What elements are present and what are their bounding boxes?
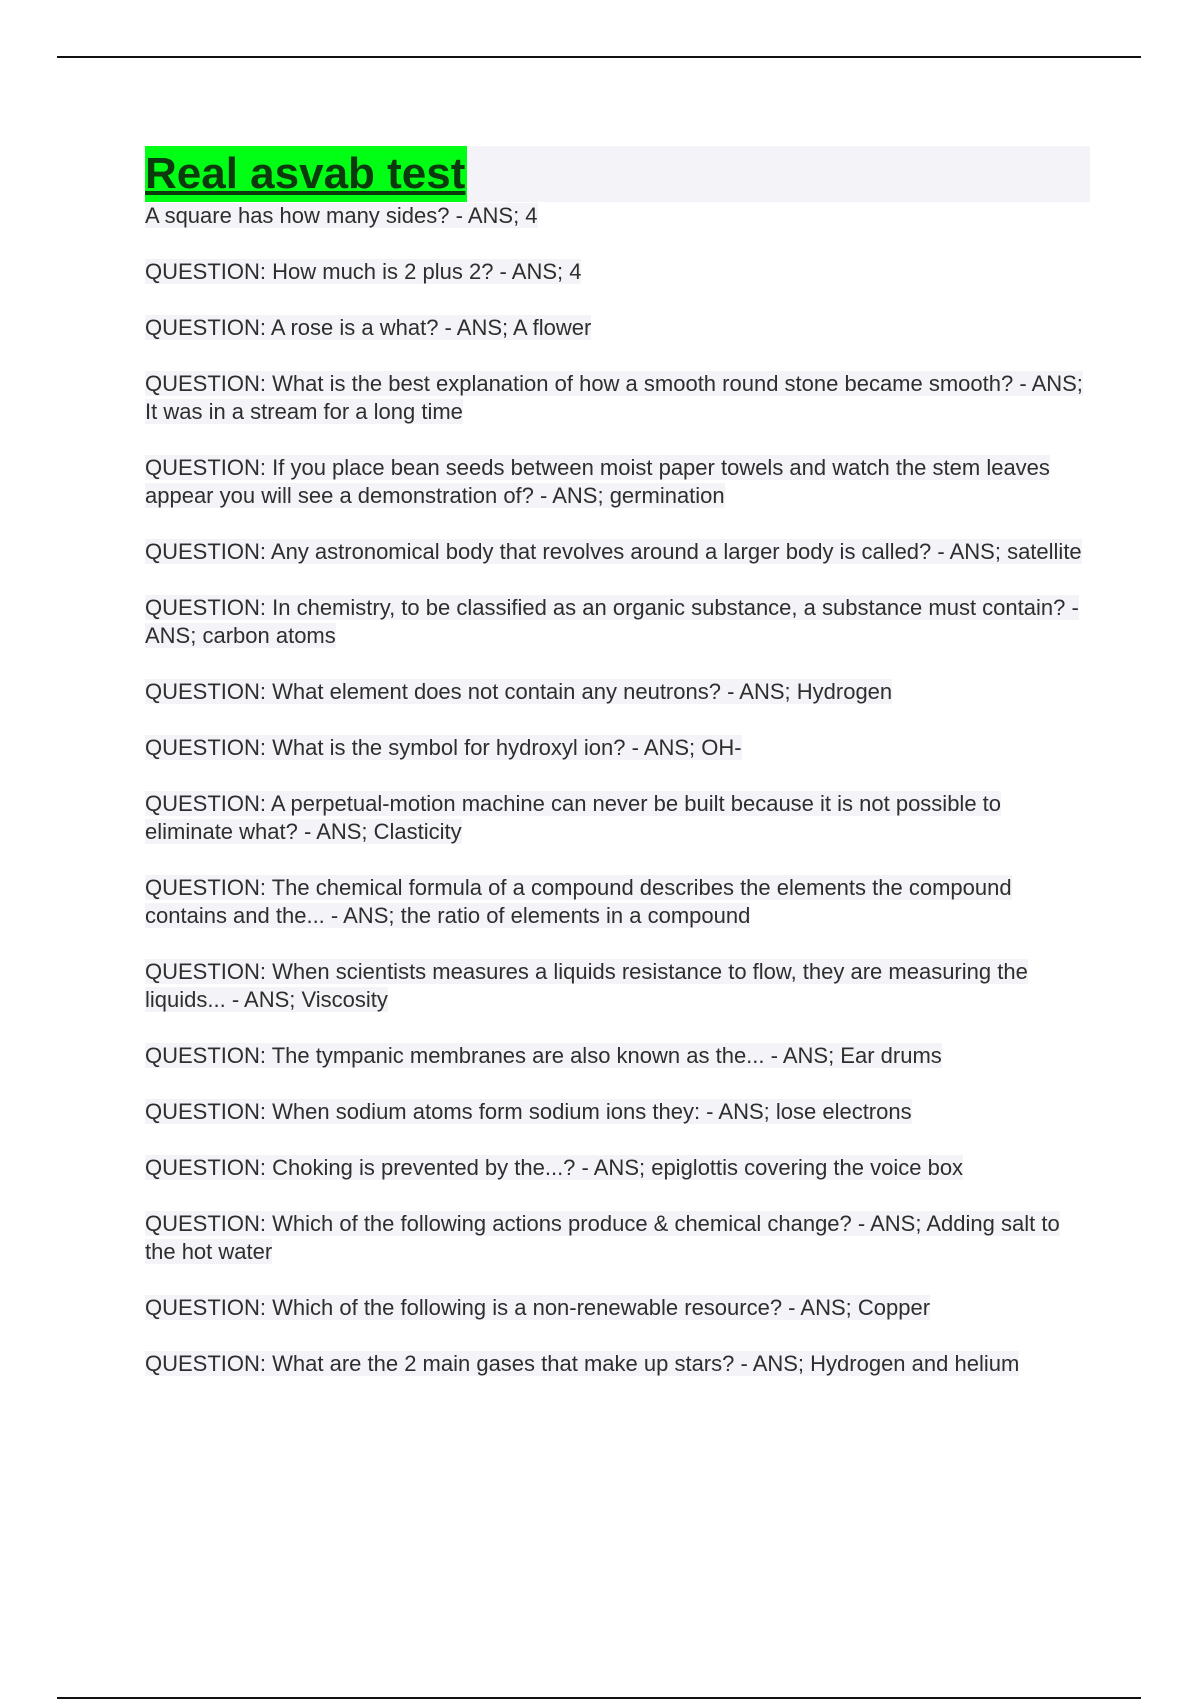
qa-text: QUESTION: In chemistry, to be classified as an organic substance, a substance must contain? - ANS; carbon atoms (145, 595, 1079, 648)
qa-item (145, 594, 1090, 650)
qa-text: QUESTION: If you place bean seeds between moist paper towels and watch the stem leaves appear you will see a demonstration of? - ANS; germination (145, 455, 1050, 508)
qa-item (145, 958, 1090, 1014)
page-title: Real asvab test (145, 146, 467, 202)
qa-item (145, 1350, 1090, 1378)
qa-item (145, 538, 1090, 566)
qa-item (145, 370, 1090, 426)
qa-text: QUESTION: Choking is prevented by the...? - ANS; epiglottis covering the voice box (145, 1155, 964, 1180)
qa-text: QUESTION: A rose is a what? - ANS; A flower (145, 315, 592, 340)
qa-item (145, 1042, 1090, 1070)
qa-text: QUESTION: What is the best explanation of how a smooth round stone became smooth? - ANS; It was in a stream for a long time (145, 371, 1083, 424)
qa-item (145, 874, 1090, 930)
qa-item (145, 790, 1090, 846)
qa-item (145, 678, 1090, 706)
qa-text: QUESTION: Which of the following is a non-renewable resource? - ANS; Copper (145, 1295, 931, 1320)
qa-item (145, 1098, 1090, 1126)
qa-text: QUESTION: The tympanic membranes are also known as the... - ANS; Ear drums (145, 1043, 942, 1068)
qa-item (145, 1154, 1090, 1182)
footer-rule (57, 1697, 1141, 1699)
qa-text: QUESTION: Any astronomical body that revolves around a larger body is called? - ANS; satellite (145, 539, 1082, 564)
qa-text: QUESTION: A perpetual-motion machine can never be built because it is not possible to eliminate what? - ANS; Clasticity (145, 791, 1002, 844)
qa-text: QUESTION: What is the symbol for hydroxyl ion? - ANS; OH- (145, 735, 742, 760)
qa-text: A square has how many sides? - ANS; 4 (145, 203, 538, 228)
header-rule (57, 56, 1141, 58)
qa-text: QUESTION: What are the 2 main gases that make up stars? - ANS; Hydrogen and helium (145, 1351, 1020, 1376)
qa-text: QUESTION: The chemical formula of a compound describes the elements the compound contains and the... - ANS; the ratio of elements in a compound (145, 875, 1012, 928)
document-body (145, 146, 1090, 1378)
qa-text: QUESTION: Which of the following actions produce & chemical change? - ANS; Adding salt to the hot water (145, 1211, 1060, 1264)
qa-item (145, 1210, 1090, 1266)
qa-item (145, 202, 1090, 230)
qa-text: QUESTION: When scientists measures a liquids resistance to flow, they are measuring the liquids... - ANS; Viscosity (145, 959, 1028, 1012)
qa-text: QUESTION: What element does not contain any neutrons? - ANS; Hydrogen (145, 679, 893, 704)
qa-text: QUESTION: How much is 2 plus 2? - ANS; 4 (145, 259, 582, 284)
qa-item (145, 314, 1090, 342)
qa-item (145, 1294, 1090, 1322)
question-list (145, 202, 1090, 1378)
qa-item (145, 734, 1090, 762)
qa-item (145, 258, 1090, 286)
qa-item (145, 454, 1090, 510)
qa-text: QUESTION: When sodium atoms form sodium ions they: - ANS; lose electrons (145, 1099, 912, 1124)
title-row (145, 146, 1090, 202)
